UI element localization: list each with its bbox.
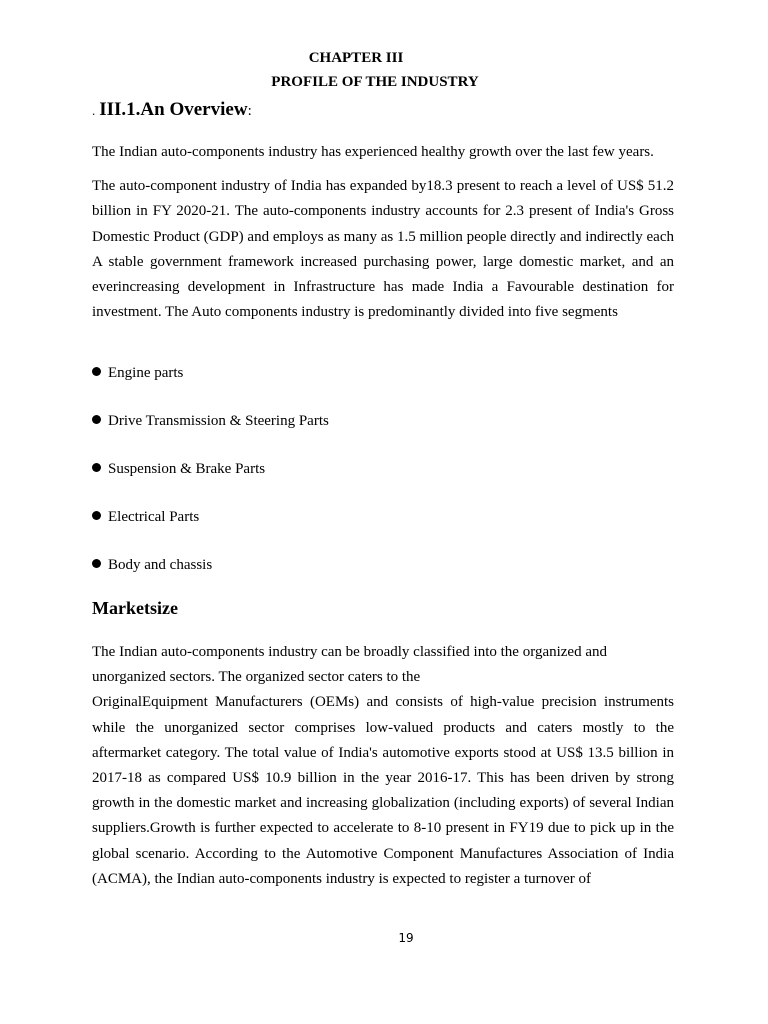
list-item	[92, 408, 329, 456]
section-heading-text: III.1.An Overview	[99, 99, 248, 120]
marketsize-paragraph	[92, 640, 674, 892]
segment-label: Suspension & Brake Parts	[108, 461, 266, 477]
segment-label: Electrical Parts	[108, 509, 200, 525]
chapter-title: PROFILE OF THE INDUSTRY	[271, 74, 479, 90]
bullet-icon	[92, 559, 101, 568]
section-prefix: .	[92, 103, 96, 118]
list-item	[92, 456, 329, 504]
intro-paragraph: The Indian auto-components industry has experienced healthy growth over the last few years.	[92, 144, 654, 160]
chapter-label: CHAPTER III	[308, 50, 404, 66]
section-heading	[92, 98, 252, 123]
bullet-icon	[92, 415, 101, 424]
marketsize-paragraph-body: OriginalEquipment Manufacturers (OEMs) and consists of high-value precision instruments while the unorganized sector comprises low-valued products and caters mostly to the aftermarket category. The total value of India's automotive exports stood at US$ 13.5 billion in 2017-18 as compared US$ 10.9 billion in the year 2016-17. This has been driven by strong growth in the domestic market and increasing globalization (including exports) of several Indian suppliers.Growth is further expected to accelerate to 8-10 present in FY19 due to pick up in the global scenario. According to the Automotive Component Manufactures Association of India (ACMA), the Indian auto-components industry is expected to register a turnover of	[92, 694, 674, 887]
overview-paragraph: The auto-component industry of India has expanded by18.3 present to reach a level of US$ 51.2 billion in FY 2020-21. The auto-components industry accounts for 2.3 present of India's Gross Domestic Product (GDP) and employs as many as 1.5 million people directly and indirectly each A stable government framework increased purchasing power, large domestic market, and an everincreasing development in Infrastructure has made India a Favourable destination for investment. The Auto components industry is predominantly divided into five segments	[92, 178, 674, 321]
marketsize-paragraph-line1: The Indian auto-components industry can be broadly classified into the organized and unorganized sectors. The organized sector caters to the	[92, 644, 607, 686]
marketsize-heading: Marketsize	[92, 598, 178, 618]
list-item	[92, 504, 329, 552]
segment-label: Engine parts	[108, 365, 184, 381]
bullet-icon	[92, 367, 101, 376]
section-suffix: :	[247, 103, 252, 119]
bullet-icon	[92, 463, 101, 472]
segment-label: Body and chassis	[108, 557, 213, 573]
bullet-icon	[92, 511, 101, 520]
page-number: 19	[398, 931, 414, 945]
segment-label: Drive Transmission & Steering Parts	[108, 413, 329, 429]
segment-list	[92, 360, 329, 600]
list-item	[92, 360, 329, 408]
list-item	[92, 552, 329, 600]
